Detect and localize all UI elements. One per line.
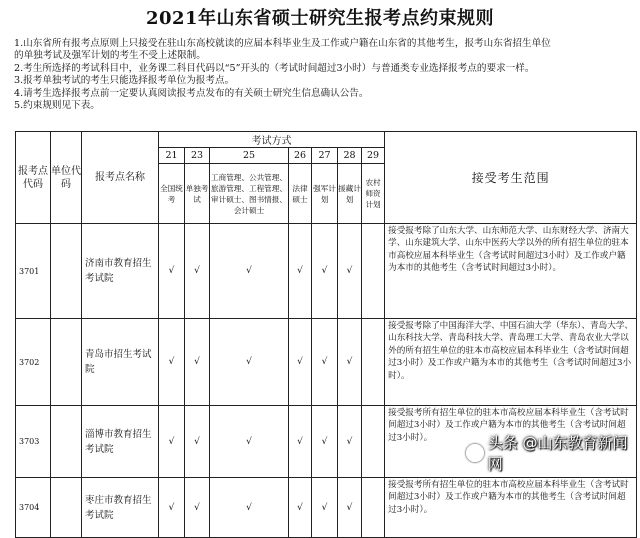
site-code: 3703: [16, 406, 51, 478]
col-number: 28: [338, 148, 362, 164]
check-mark: √: [185, 478, 210, 538]
check-mark: √: [289, 319, 312, 406]
empty-cell: [362, 478, 385, 538]
col-label: 工商管理、公共管理、旅游管理、工程管理、审计硕士、图书情报、会计硕士: [210, 164, 289, 224]
site-code: 3701: [16, 224, 51, 319]
note-line: 3.报考单独考试的考生只能选择报考单位为报考点。: [14, 75, 235, 87]
site-code: 3704: [16, 478, 51, 538]
note-line: 4.请考生选择报考点前一定要认真阅读报考点发布的有关硕士研究生信息确认公告。: [14, 87, 369, 99]
site-name: 枣庄市教育招生考试院: [82, 478, 159, 538]
unit-code: [51, 224, 82, 319]
col-label: 援藏计划: [338, 164, 362, 224]
col-number: 26: [289, 148, 312, 164]
check-mark: √: [210, 224, 289, 319]
note-line: 1.山东省所有报考点原则上只接受在驻山东高校就读的应届本科毕业生及工作或户籍在山东省的其他考生，报考山东省招生单位: [14, 38, 551, 49]
check-mark: √: [185, 319, 210, 406]
header-exam-mode: 考试方式: [159, 132, 385, 148]
check-mark: √: [312, 319, 338, 406]
watermark: [462, 434, 640, 473]
site-name: 青岛市招生考试院: [82, 319, 159, 406]
check-mark: √: [210, 406, 289, 478]
notes-block: [14, 38, 634, 112]
table-row: [16, 224, 637, 319]
toutiao-logo-icon: [466, 444, 484, 462]
site-name: 淄博市教育招生考试院: [82, 406, 159, 478]
table-row: [16, 478, 637, 538]
col-number: 29: [362, 148, 385, 164]
site-name: 济南市教育招生考试院: [82, 224, 159, 319]
site-code: 3702: [16, 319, 51, 406]
col-label: 强军计划: [312, 164, 338, 224]
note-line: 2.考生所选择的考试科目中，业务课二科目代码以“5”开头的（考试时间超过3小时）与普通类专业选择报考点的要求一样。: [14, 62, 535, 74]
check-mark: √: [338, 224, 362, 319]
scope-text: 接受报考除了中国海洋大学、中国石油大学（华东）、青岛大学、山东科技大学、青岛科技大学、青岛理工大学、青岛农业大学以外的所有招生单位的驻本市高校应届本科毕业生（含考试时间超过3小时）及工作或户籍为本市的其他考生（含考试时间超过3小时）。: [385, 319, 637, 406]
col-label: 全国统考: [159, 164, 185, 224]
header-site-code: 报考点代码: [16, 132, 51, 224]
check-mark: √: [338, 406, 362, 478]
col-number: 23: [185, 148, 210, 164]
header-site-name: 报考点名称: [82, 132, 159, 224]
check-mark: √: [312, 224, 338, 319]
scope-text: 接受报考所有招生单位的驻本市高校应届本科毕业生（含考试时间超过3小时）及工作或户籍为本市的其他考生（含考试时间超过3小时）。: [385, 478, 637, 538]
check-mark: √: [338, 478, 362, 538]
check-mark: √: [289, 224, 312, 319]
rules-table: [15, 131, 637, 538]
col-label: 法律硕士: [289, 164, 312, 224]
col-number: 21: [159, 148, 185, 164]
header-unit-code: 单位代码: [51, 132, 82, 224]
note-line: 5.约束规则见下表。: [14, 100, 100, 112]
check-mark: √: [312, 406, 338, 478]
col-label: 农村师资计划: [362, 164, 385, 224]
header-scope: 接受考生范围: [385, 132, 637, 224]
check-mark: √: [159, 319, 185, 406]
check-mark: √: [210, 478, 289, 538]
check-mark: √: [185, 406, 210, 478]
scope-text: 接受报考除了山东大学、山东师范大学、山东财经大学、济南大学、山东建筑大学、山东中医药大学以外的所有招生单位的驻本市高校应届本科毕业生（含考试时间超过3小时）及工作或户籍为本市的其他考生（含考试时间超过3小时）。: [385, 224, 637, 319]
table-row: [16, 319, 637, 406]
empty-cell: [362, 319, 385, 406]
check-mark: √: [289, 478, 312, 538]
note-line: 的单独考试及强军计划的考生不受上述限制。: [14, 50, 206, 62]
watermark-text: 头条 @山东教育新闻网: [487, 434, 628, 473]
empty-cell: [362, 224, 385, 319]
check-mark: √: [159, 478, 185, 538]
unit-code: [51, 319, 82, 406]
check-mark: √: [312, 478, 338, 538]
check-mark: √: [159, 224, 185, 319]
check-mark: √: [338, 319, 362, 406]
scope-text: 接受报考所有招生单位的驻本市高校应届本科毕业生（含考试时间超过3小时）及工作或户籍为本市的其他考生（含考试时间超过3小时）。: [385, 406, 637, 478]
check-mark: √: [289, 406, 312, 478]
check-mark: √: [210, 319, 289, 406]
empty-cell: [362, 406, 385, 478]
col-number: 25: [210, 148, 289, 164]
check-mark: √: [159, 406, 185, 478]
col-number: 27: [312, 148, 338, 164]
unit-code: [51, 478, 82, 538]
page-title: 2021年山东省硕士研究生报考点约束规则: [145, 8, 495, 29]
check-mark: √: [185, 224, 210, 319]
unit-code: [51, 406, 82, 478]
col-label: 单独考试: [185, 164, 210, 224]
